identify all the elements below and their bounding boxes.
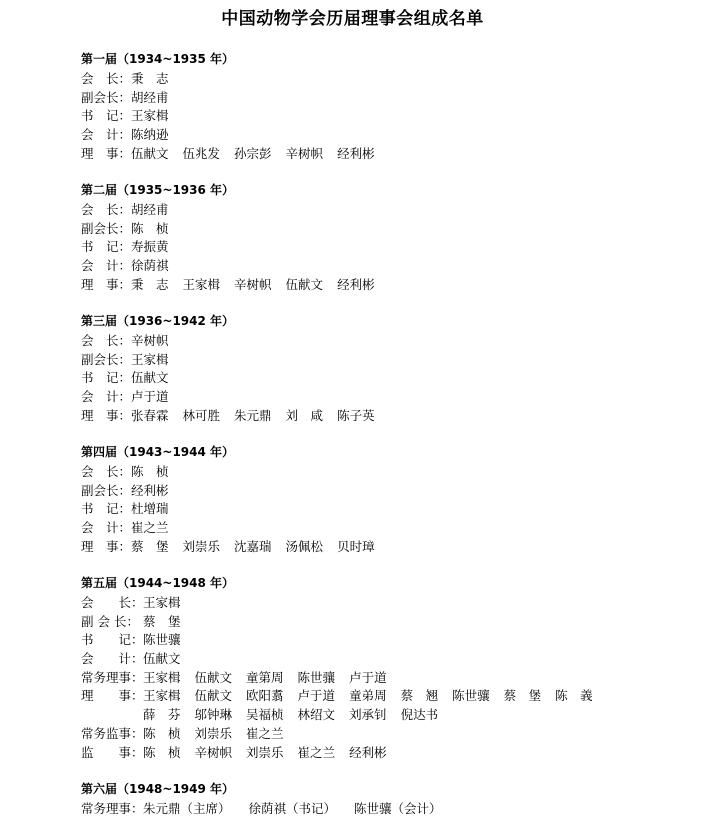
role-label: 副会长： bbox=[81, 351, 132, 367]
member-name: 朱元鼎 bbox=[234, 407, 272, 423]
secretary-row bbox=[81, 238, 681, 257]
treasurer-row bbox=[81, 126, 681, 145]
president-row bbox=[81, 201, 681, 220]
member-name: 薛 芬 bbox=[143, 707, 181, 723]
member-name: 沈嘉瑞 bbox=[234, 538, 272, 554]
role-label: 书 记： bbox=[81, 239, 132, 255]
role-label: 副会长： bbox=[81, 220, 132, 236]
member-name: 林可胜 bbox=[182, 407, 221, 423]
session-title: 第一届（1934~1935 年） bbox=[81, 52, 235, 66]
treasurer-row bbox=[81, 650, 681, 669]
secretary-row bbox=[81, 369, 681, 388]
member-name: 蔡 翘 bbox=[400, 688, 439, 704]
member-name: 伍献文 bbox=[194, 688, 233, 704]
member-name: 秉 志 bbox=[131, 71, 169, 86]
role-label: 会 计： bbox=[81, 258, 132, 274]
member-name: 伍献文 bbox=[143, 651, 181, 667]
secretary-row bbox=[81, 631, 681, 650]
president-row bbox=[81, 332, 681, 351]
member-name: 王家楫 bbox=[143, 669, 181, 685]
member-name: 邬钟琳 bbox=[194, 707, 233, 723]
member-name: 辛树帜 bbox=[234, 276, 272, 292]
role-label: 书 记： bbox=[81, 108, 132, 124]
role-label: 理 事： bbox=[81, 407, 132, 423]
member-name: 刘崇乐 bbox=[182, 538, 221, 554]
member-name: 孙宗彭 bbox=[234, 145, 272, 161]
member-name: 刘崇乐 bbox=[246, 744, 284, 760]
role-label: 会 长： bbox=[81, 202, 132, 217]
member-name: 伍兆发 bbox=[182, 145, 221, 161]
member-name: 徐荫祺 bbox=[131, 258, 169, 274]
member-name: 刘 咸 bbox=[285, 407, 324, 423]
session-1 bbox=[81, 50, 681, 163]
member-name: 卢于道 bbox=[131, 389, 169, 405]
member-name: 经利彬 bbox=[337, 276, 375, 292]
vice-president-row bbox=[81, 351, 681, 370]
member-name: 胡经甫 bbox=[131, 202, 169, 217]
member-name: 徐荫祺（书记） bbox=[248, 801, 337, 816]
member-name: 张春霖 bbox=[131, 407, 169, 423]
secretary-row bbox=[81, 500, 681, 519]
member-name: 陈世骧 bbox=[452, 688, 490, 704]
member-name: 童弟周 bbox=[349, 688, 387, 704]
role-label: 书 记： bbox=[81, 632, 144, 648]
member-name: 王家楫 bbox=[131, 351, 169, 367]
member-name: 倪达书 bbox=[400, 707, 439, 723]
member-name: 蔡 堡 bbox=[131, 538, 169, 554]
member-name: 陈 桢 bbox=[131, 464, 169, 479]
role-label: 会 计： bbox=[81, 389, 132, 405]
directors-row bbox=[81, 145, 681, 164]
member-name: 陈世骧（会计） bbox=[354, 801, 442, 816]
member-name: 刘承钊 bbox=[349, 707, 387, 723]
member-name: 朱元鼎（主席） bbox=[143, 801, 231, 816]
member-name: 陈世骧 bbox=[297, 669, 336, 685]
role-label: 会 长： bbox=[81, 595, 144, 610]
role-label: 会 长： bbox=[81, 333, 132, 348]
member-name: 欧阳翥 bbox=[246, 688, 284, 704]
session-5 bbox=[81, 574, 681, 762]
role-label: 会 长： bbox=[81, 464, 132, 479]
session-2 bbox=[81, 181, 681, 294]
member-name: 寿振黄 bbox=[131, 239, 169, 255]
member-name: 贝时璋 bbox=[337, 538, 375, 554]
member-name: 王家楫 bbox=[143, 688, 181, 704]
president-row bbox=[81, 463, 681, 482]
session-title: 第六届（1948~1949 年） bbox=[81, 782, 235, 796]
member-name: 伍献文 bbox=[285, 276, 324, 292]
role-label: 常务理事： bbox=[81, 669, 144, 685]
member-name: 王家楫 bbox=[143, 595, 181, 610]
member-name: 崔之兰 bbox=[297, 744, 336, 760]
standing-supervisors-row bbox=[81, 725, 681, 744]
member-name: 卢于道 bbox=[349, 669, 387, 685]
session-3 bbox=[81, 312, 681, 425]
member-name: 伍献文 bbox=[131, 145, 169, 161]
member-name: 蔡 堡 bbox=[503, 688, 542, 704]
directors-row bbox=[81, 407, 681, 426]
member-name: 胡经甫 bbox=[131, 89, 169, 105]
role-label: 理 事： bbox=[81, 276, 132, 292]
role-label: 常务理事： bbox=[81, 801, 144, 816]
member-name: 陈 桢 bbox=[143, 744, 181, 760]
session-title: 第四届（1943~1944 年） bbox=[81, 445, 235, 459]
treasurer-row bbox=[81, 257, 681, 276]
role-label: 会 计： bbox=[81, 127, 132, 143]
member-name: 王家楫 bbox=[182, 276, 221, 292]
member-name: 林绍文 bbox=[297, 707, 336, 723]
president-row bbox=[81, 70, 681, 89]
role-label: 会 长： bbox=[81, 71, 132, 86]
member-name: 陈 桢 bbox=[143, 725, 181, 741]
session-title: 第二届（1935~1936 年） bbox=[81, 183, 235, 197]
member-name: 童第周 bbox=[246, 669, 284, 685]
member-name: 吴福桢 bbox=[246, 707, 284, 723]
member-name: 伍献文 bbox=[194, 669, 233, 685]
member-name: 陈 義 bbox=[555, 688, 593, 704]
member-name: 杜增瑞 bbox=[131, 501, 169, 517]
vice-president-row bbox=[81, 613, 681, 632]
member-name: 经利彬 bbox=[131, 482, 169, 498]
document-title: 中国动物学会历届理事会组成名单 bbox=[221, 9, 484, 29]
member-name: 蔡 堡 bbox=[143, 613, 181, 629]
role-label: 理 事： bbox=[81, 538, 132, 554]
member-name: 秉 志 bbox=[131, 276, 169, 292]
president-row bbox=[81, 594, 681, 613]
member-name: 辛树帜 bbox=[194, 744, 233, 760]
session-title: 第五届（1944~1948 年） bbox=[81, 576, 235, 590]
role-label: 监 事： bbox=[81, 744, 144, 760]
member-name: 汤佩松 bbox=[285, 538, 324, 554]
member-name: 崔之兰 bbox=[131, 520, 169, 536]
role-label: 副 会 长： bbox=[81, 613, 139, 629]
directors-row bbox=[81, 687, 681, 706]
role-label: 常务监事： bbox=[81, 725, 144, 741]
session-4 bbox=[81, 443, 681, 556]
member-name: 崔之兰 bbox=[246, 725, 284, 741]
member-name: 陈世骧 bbox=[143, 632, 181, 648]
role-label: 理 事： bbox=[81, 145, 132, 161]
member-name: 陈 桢 bbox=[131, 220, 169, 236]
member-name: 伍献文 bbox=[131, 370, 169, 386]
role-label: 副会长： bbox=[81, 89, 132, 105]
vice-president-row bbox=[81, 220, 681, 239]
role-label: 理 事： bbox=[81, 688, 144, 704]
member-name: 辛树帜 bbox=[131, 333, 169, 348]
role-label: 书 记： bbox=[81, 370, 132, 386]
member-name: 王家楫 bbox=[131, 108, 169, 124]
standing-directors-row bbox=[81, 800, 681, 819]
role-label: 会 计： bbox=[81, 520, 132, 536]
member-name: 经利彬 bbox=[337, 145, 375, 161]
session-title: 第三届（1936~1942 年） bbox=[81, 314, 235, 328]
supervisors-row bbox=[81, 744, 681, 763]
treasurer-row bbox=[81, 519, 681, 538]
directors-continued-row bbox=[81, 706, 681, 725]
member-name: 经利彬 bbox=[349, 744, 387, 760]
standing-directors-row bbox=[81, 669, 681, 688]
member-name: 陈子英 bbox=[337, 407, 375, 423]
vice-president-row bbox=[81, 482, 681, 501]
directors-row bbox=[81, 276, 681, 295]
role-label: 书 记： bbox=[81, 501, 132, 517]
role-label: 会 计： bbox=[81, 651, 144, 667]
member-name: 卢于道 bbox=[297, 688, 336, 704]
member-name: 刘崇乐 bbox=[194, 725, 233, 741]
secretary-row bbox=[81, 107, 681, 126]
member-name: 陈纳逊 bbox=[131, 127, 169, 143]
session-6 bbox=[81, 780, 681, 819]
vice-president-row bbox=[81, 89, 681, 108]
member-name: 辛树帜 bbox=[285, 145, 324, 161]
role-label: 副会长： bbox=[81, 482, 132, 498]
treasurer-row bbox=[81, 388, 681, 407]
directors-row bbox=[81, 538, 681, 557]
